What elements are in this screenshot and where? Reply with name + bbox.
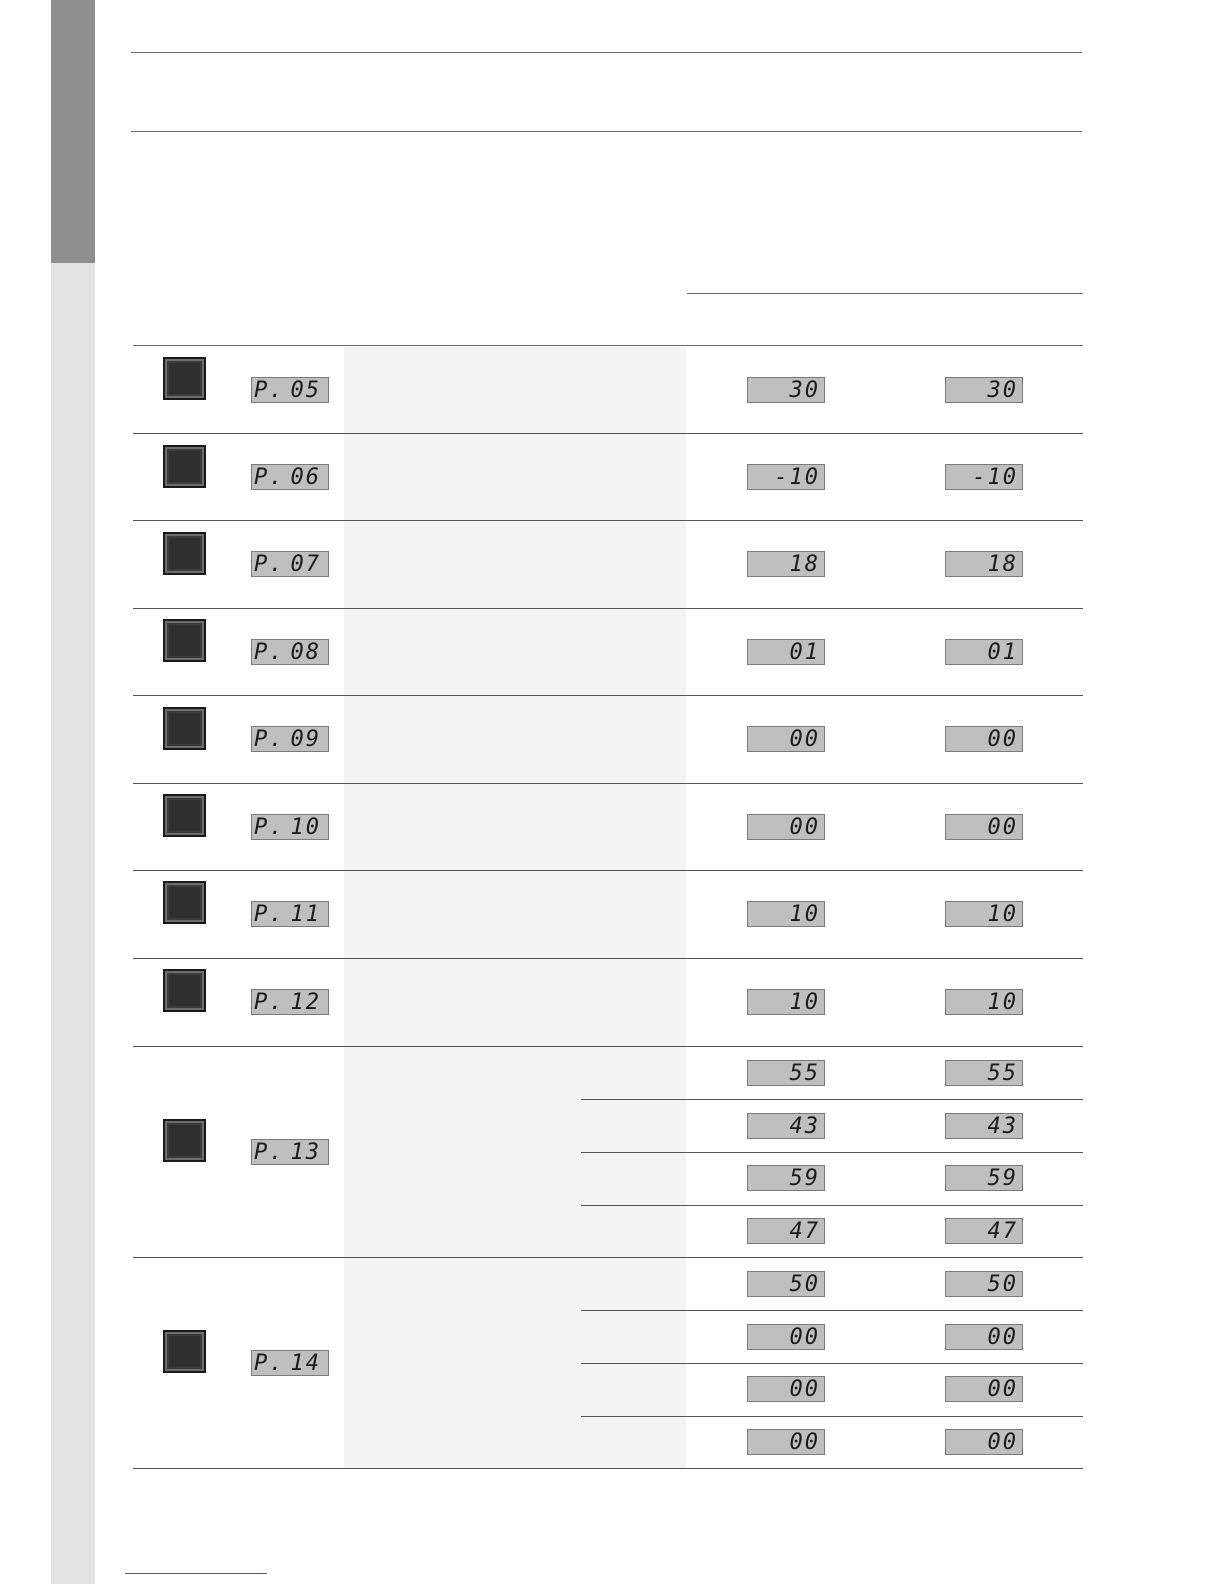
value-display: 30: [945, 377, 1023, 403]
code-display: P. 09: [251, 726, 329, 752]
value-display: 00: [945, 1324, 1023, 1350]
value-display: 43: [945, 1113, 1023, 1139]
value-display: -10: [747, 464, 825, 490]
table-row: [133, 959, 1083, 1047]
table-row: [133, 521, 1083, 609]
value-display: 00: [945, 1376, 1023, 1402]
value-display: 55: [747, 1060, 825, 1086]
value-display: 00: [747, 814, 825, 840]
button-icon[interactable]: [163, 357, 206, 400]
footer-link-underline[interactable]: [125, 1573, 267, 1574]
button-icon[interactable]: [163, 794, 206, 837]
value-display: 50: [747, 1271, 825, 1297]
value-display: 00: [747, 1324, 825, 1350]
code-display: P. 07: [251, 551, 329, 577]
value-display: 18: [945, 551, 1023, 577]
value-display: 00: [945, 726, 1023, 752]
table-row: [133, 696, 1083, 784]
table-row: [133, 609, 1083, 696]
table-row: [133, 784, 1083, 871]
code-display: P. 11: [251, 901, 329, 927]
value-display: 00: [945, 814, 1023, 840]
value-display: 30: [747, 377, 825, 403]
header-rule-bottom: [131, 131, 1082, 132]
value-display: 43: [747, 1113, 825, 1139]
column-header-rule: [687, 293, 1083, 294]
value-display: 50: [945, 1271, 1023, 1297]
button-icon[interactable]: [163, 707, 206, 750]
table-row-group-p13: [133, 1047, 1083, 1258]
value-display: 10: [747, 989, 825, 1015]
value-display: 18: [747, 551, 825, 577]
value-display: 59: [945, 1165, 1023, 1191]
button-icon[interactable]: [163, 1119, 206, 1162]
button-icon[interactable]: [163, 445, 206, 488]
table-row: [133, 871, 1083, 959]
value-display: 55: [945, 1060, 1023, 1086]
value-display: 01: [747, 639, 825, 665]
code-display: P. 06: [251, 464, 329, 490]
side-strip-tab: [51, 0, 95, 263]
value-display: 10: [945, 901, 1023, 927]
code-display: P. 05: [251, 377, 329, 403]
value-display: 59: [747, 1165, 825, 1191]
table-row: [133, 346, 1083, 434]
code-display: P. 13: [251, 1139, 329, 1165]
value-display: 00: [747, 726, 825, 752]
table-row-group-p14: [133, 1258, 1083, 1469]
value-display: 00: [747, 1429, 825, 1455]
value-display: 47: [747, 1218, 825, 1244]
button-icon[interactable]: [163, 881, 206, 924]
value-display: -10: [945, 464, 1023, 490]
value-display: 10: [945, 989, 1023, 1015]
value-display: 10: [747, 901, 825, 927]
code-display: P. 08: [251, 639, 329, 665]
code-display: P. 12: [251, 989, 329, 1015]
button-icon[interactable]: [163, 1330, 206, 1373]
value-display: 47: [945, 1218, 1023, 1244]
code-display: P. 10: [251, 814, 329, 840]
header-rule-top: [131, 52, 1082, 53]
value-display: 00: [945, 1429, 1023, 1455]
value-display: 01: [945, 639, 1023, 665]
button-icon[interactable]: [163, 619, 206, 662]
code-display: P. 14: [251, 1350, 329, 1376]
table-row: [133, 434, 1083, 521]
value-display: 00: [747, 1376, 825, 1402]
button-icon[interactable]: [163, 532, 206, 575]
button-icon[interactable]: [163, 969, 206, 1012]
